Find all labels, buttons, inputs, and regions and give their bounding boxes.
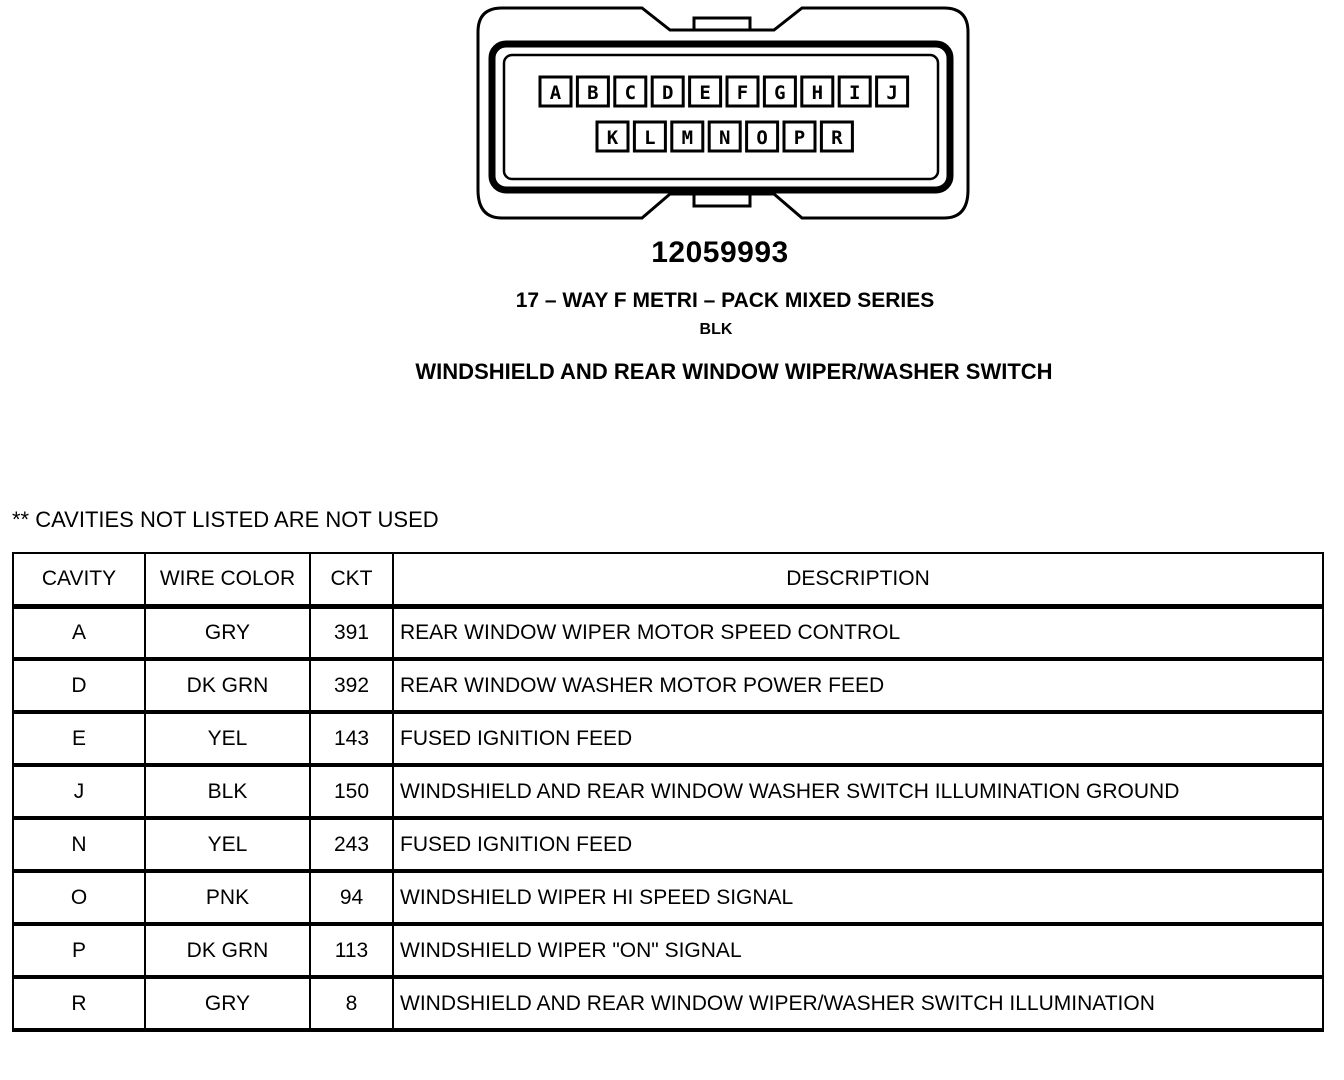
- connector-pin: [690, 77, 721, 106]
- cell-wire-color: DK GRN: [145, 659, 310, 712]
- table-header-row: [13, 553, 1323, 606]
- table-row: [13, 659, 1323, 712]
- connector-pin-label: F: [736, 82, 749, 104]
- cavities-note: ** CAVITIES NOT LISTED ARE NOT USED: [12, 507, 439, 532]
- connector-pin-label: J: [886, 82, 898, 104]
- header-description: DESCRIPTION: [393, 553, 1323, 606]
- connector-pin: [802, 77, 833, 106]
- cell-description: REAR WINDOW WASHER MOTOR POWER FEED: [393, 659, 1323, 712]
- table-row: [13, 871, 1323, 924]
- connector-pin-label: I: [848, 82, 861, 104]
- cell-description: WINDSHIELD AND REAR WINDOW WASHER SWITCH ILLUMINATION GROUND: [393, 765, 1323, 818]
- cell-wire-color: YEL: [145, 712, 310, 765]
- connector-pin: [764, 77, 795, 106]
- cell-description: REAR WINDOW WIPER MOTOR SPEED CONTROL: [393, 606, 1323, 659]
- connector-pin: [672, 122, 703, 151]
- connector-pin-label: R: [831, 127, 843, 149]
- header-ckt: CKT: [310, 553, 393, 606]
- connector-face-icon: [470, 0, 970, 230]
- table-row: [13, 977, 1323, 1030]
- cell-cavity: E: [13, 712, 145, 765]
- connector-pin: [615, 77, 646, 106]
- cell-description: FUSED IGNITION FEED: [393, 712, 1323, 765]
- table-row: [13, 765, 1323, 818]
- connector-pin-label: E: [699, 82, 711, 104]
- part-number: 12059993: [651, 236, 789, 269]
- cell-wire-color: GRY: [145, 606, 310, 659]
- cell-ckt: 113: [310, 924, 393, 977]
- connector-pin-label: P: [793, 127, 806, 149]
- cell-description: WINDSHIELD WIPER HI SPEED SIGNAL: [393, 871, 1323, 924]
- connector-pin-label: B: [587, 82, 599, 104]
- connector-pin-label: M: [681, 127, 694, 149]
- connector-pin-label: G: [774, 82, 786, 104]
- connector-pin-label: N: [718, 127, 731, 149]
- connector-pin-label: D: [661, 82, 674, 104]
- cell-cavity: J: [13, 765, 145, 818]
- header-wire-color: WIRE COLOR: [145, 553, 310, 606]
- cell-wire-color: PNK: [145, 871, 310, 924]
- connector-pin: [652, 77, 683, 106]
- connector-pin: [839, 77, 870, 106]
- table-row: [13, 606, 1323, 659]
- cell-ckt: 8: [310, 977, 393, 1030]
- connector-pin-label: L: [644, 127, 656, 149]
- connector-pin: [577, 77, 608, 106]
- cell-wire-color: YEL: [145, 818, 310, 871]
- cell-cavity: R: [13, 977, 145, 1030]
- connector-pin: [747, 122, 778, 151]
- cell-ckt: 391: [310, 606, 393, 659]
- connector-pin: [821, 122, 852, 151]
- table-row: [13, 924, 1323, 977]
- connector-pin-label: H: [811, 82, 824, 104]
- cell-description: WINDSHIELD WIPER "ON" SIGNAL: [393, 924, 1323, 977]
- connector-pin-label: K: [606, 127, 619, 149]
- connector-pin: [709, 122, 740, 151]
- cell-description: FUSED IGNITION FEED: [393, 818, 1323, 871]
- cell-cavity: D: [13, 659, 145, 712]
- connector-pin-label: C: [624, 82, 637, 104]
- table-row: [13, 818, 1323, 871]
- connector-diagram: [470, 0, 970, 230]
- cell-wire-color: DK GRN: [145, 924, 310, 977]
- component-name: WINDSHIELD AND REAR WINDOW WIPER/WASHER SWITCH: [415, 359, 1053, 384]
- cell-cavity: O: [13, 871, 145, 924]
- cell-ckt: 150: [310, 765, 393, 818]
- connector-pin: [727, 77, 758, 106]
- cell-ckt: 243: [310, 818, 393, 871]
- cell-cavity: N: [13, 818, 145, 871]
- connector-pin: [597, 122, 628, 151]
- cell-cavity: A: [13, 606, 145, 659]
- cell-wire-color: BLK: [145, 765, 310, 818]
- cell-wire-color: GRY: [145, 977, 310, 1030]
- pinout-table: [12, 552, 1324, 1032]
- table-row: [13, 712, 1323, 765]
- connector-pin-label: A: [549, 82, 562, 104]
- cell-cavity: P: [13, 924, 145, 977]
- connector-pin: [540, 77, 571, 106]
- connector-type: 17 – WAY F METRI – PACK MIXED SERIES: [515, 289, 935, 312]
- connector-pin: [877, 77, 908, 106]
- connector-pin: [784, 122, 815, 151]
- connector-pin: [634, 122, 665, 151]
- pin-row-bottom: [597, 122, 852, 151]
- cell-ckt: 94: [310, 871, 393, 924]
- connector-color: BLK: [699, 321, 733, 338]
- cell-ckt: 143: [310, 712, 393, 765]
- connector-pin-label: O: [756, 127, 768, 149]
- header-cavity: CAVITY: [13, 553, 145, 606]
- cell-description: WINDSHIELD AND REAR WINDOW WIPER/WASHER SWITCH ILLUMINATION: [393, 977, 1323, 1030]
- cell-ckt: 392: [310, 659, 393, 712]
